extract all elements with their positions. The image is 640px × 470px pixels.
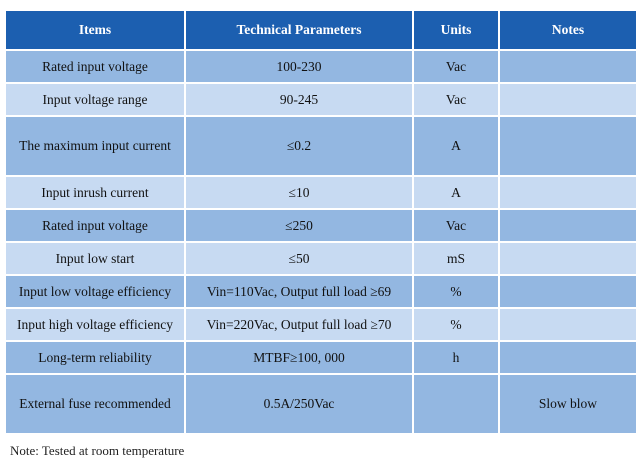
header-technical-parameters: Technical Parameters xyxy=(185,10,413,50)
cell-unit: mS xyxy=(413,242,499,275)
cell-unit: % xyxy=(413,275,499,308)
specification-table xyxy=(4,9,638,435)
cell-param: ≤0.2 xyxy=(185,116,413,176)
header-items: Items xyxy=(5,10,185,50)
cell-item: Rated input voltage xyxy=(5,50,185,83)
cell-note xyxy=(499,83,637,116)
table-row xyxy=(5,50,637,83)
cell-param: 100-230 xyxy=(185,50,413,83)
cell-unit: A xyxy=(413,116,499,176)
cell-unit: Vac xyxy=(413,50,499,83)
cell-note xyxy=(499,308,637,341)
footnote: Note: Tested at room temperature xyxy=(10,443,185,458)
cell-param: Vin=110Vac, Output full load ≥69 xyxy=(185,275,413,308)
cell-note xyxy=(499,176,637,209)
cell-unit: h xyxy=(413,341,499,374)
header-notes: Notes xyxy=(499,10,637,50)
cell-note xyxy=(499,242,637,275)
cell-item: Long-term reliability xyxy=(5,341,185,374)
cell-param: ≤50 xyxy=(185,242,413,275)
cell-note xyxy=(499,275,637,308)
cell-param: ≤10 xyxy=(185,176,413,209)
cell-item: Input inrush current xyxy=(5,176,185,209)
cell-item: Input low start xyxy=(5,242,185,275)
cell-note xyxy=(499,341,637,374)
cell-param: 90-245 xyxy=(185,83,413,116)
cell-item: External fuse recommended xyxy=(5,374,185,434)
cell-item: Input high voltage efficiency xyxy=(5,308,185,341)
cell-unit: Vac xyxy=(413,209,499,242)
cell-param: ≤250 xyxy=(185,209,413,242)
table-row xyxy=(5,209,637,242)
cell-item: The maximum input current xyxy=(5,116,185,176)
cell-unit xyxy=(413,374,499,434)
cell-note xyxy=(499,116,637,176)
cell-unit: Vac xyxy=(413,83,499,116)
cell-param: 0.5A/250Vac xyxy=(185,374,413,434)
header-units: Units xyxy=(413,10,499,50)
table-row xyxy=(5,242,637,275)
cell-unit: A xyxy=(413,176,499,209)
cell-item: Input voltage range xyxy=(5,83,185,116)
cell-item: Input low voltage efficiency xyxy=(5,275,185,308)
table-row xyxy=(5,308,637,341)
cell-param: MTBF≥100, 000 xyxy=(185,341,413,374)
table-row xyxy=(5,341,637,374)
table-row xyxy=(5,275,637,308)
cell-note xyxy=(499,50,637,83)
table-row xyxy=(5,116,637,176)
cell-note: Slow blow xyxy=(499,374,637,434)
table-row xyxy=(5,83,637,116)
table-header-row xyxy=(5,10,637,50)
cell-param: Vin=220Vac, Output full load ≥70 xyxy=(185,308,413,341)
cell-unit: % xyxy=(413,308,499,341)
cell-note xyxy=(499,209,637,242)
table-row xyxy=(5,176,637,209)
cell-item: Rated input voltage xyxy=(5,209,185,242)
table-row xyxy=(5,374,637,434)
